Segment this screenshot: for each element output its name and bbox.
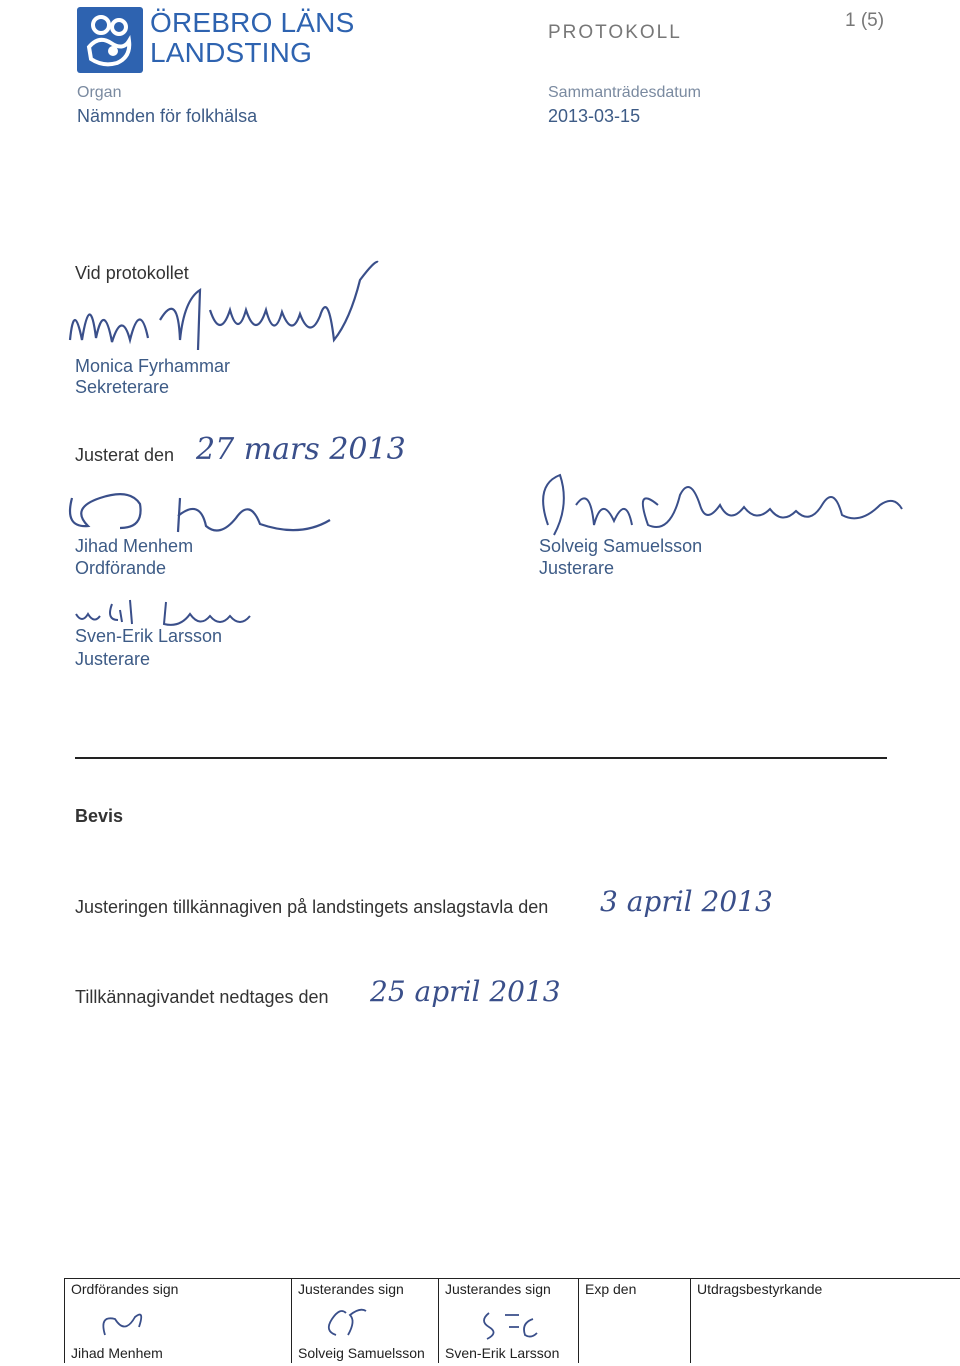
chair-initials [95,1305,175,1345]
adjuster-initials-samuelsson [316,1301,376,1341]
adjuster-name-larsson: Sven-Erik Larsson [75,626,223,646]
adjuster-role-samuelsson: Justerare [539,558,615,578]
organ-value: Nämnden för folkhälsa [77,106,258,126]
date-value: 2013-03-15 [548,106,641,126]
secretary-role: Sekreterare [75,377,170,397]
bevis-posted-date-handwritten: 3 april 2013 [600,885,773,918]
org-name [150,8,354,68]
bevis-heading: Bevis [75,806,124,826]
adjuster-name-samuelsson: Solveig Samuelsson [539,536,703,556]
column-name: Jihad Menhem [71,1345,163,1361]
bevis-removed-date-handwritten: 25 april 2013 [370,975,561,1008]
adjuster-signature-samuelsson [530,465,910,545]
justified-label: Justerat den [75,445,175,465]
table-column-adjuster-2 [438,1279,579,1363]
date-label: Sammanträdesdatum [548,84,701,101]
column-name: Solveig Samuelsson [298,1345,425,1361]
chair-role: Ordförande [75,558,167,578]
column-header: Exp den [585,1281,637,1297]
table-column-chair [64,1279,292,1363]
bevis-removed-label: Tillkännagivandet nedtages den [75,987,329,1007]
organ-label: Organ [77,84,122,101]
table-column-certification [690,1279,960,1363]
signature-table [64,1278,960,1363]
chair-name: Jihad Menhem [75,536,194,556]
document-type: PROTOKOLL [548,22,682,43]
adjuster-initials-larsson [475,1303,545,1343]
org-name-line1: ÖREBRO LÄNS [150,7,355,38]
column-header: Ordförandes sign [71,1281,179,1297]
table-column-exp-date [578,1279,691,1363]
mother-child-logo-icon [77,7,143,73]
column-header: Justerandes sign [298,1281,404,1297]
justified-date-handwritten: 27 mars 2013 [196,432,406,467]
adjuster-role-larsson: Justerare [75,649,151,669]
protocol-intro: Vid protokollet [75,263,189,283]
secretary-name: Monica Fyrhammar [75,356,231,376]
page-number: 1 (5) [845,10,885,31]
org-name-line2: LANDSTING [150,37,313,68]
column-header: Utdragsbestyrkande [697,1281,823,1297]
column-name: Sven-Erik Larsson [445,1345,560,1361]
bevis-posted-label: Justeringen tillkännagiven på landstingets anslagstavla den [75,897,549,917]
column-header: Justerandes sign [445,1281,551,1297]
section-divider [75,757,887,759]
table-column-adjuster-1 [291,1279,439,1363]
